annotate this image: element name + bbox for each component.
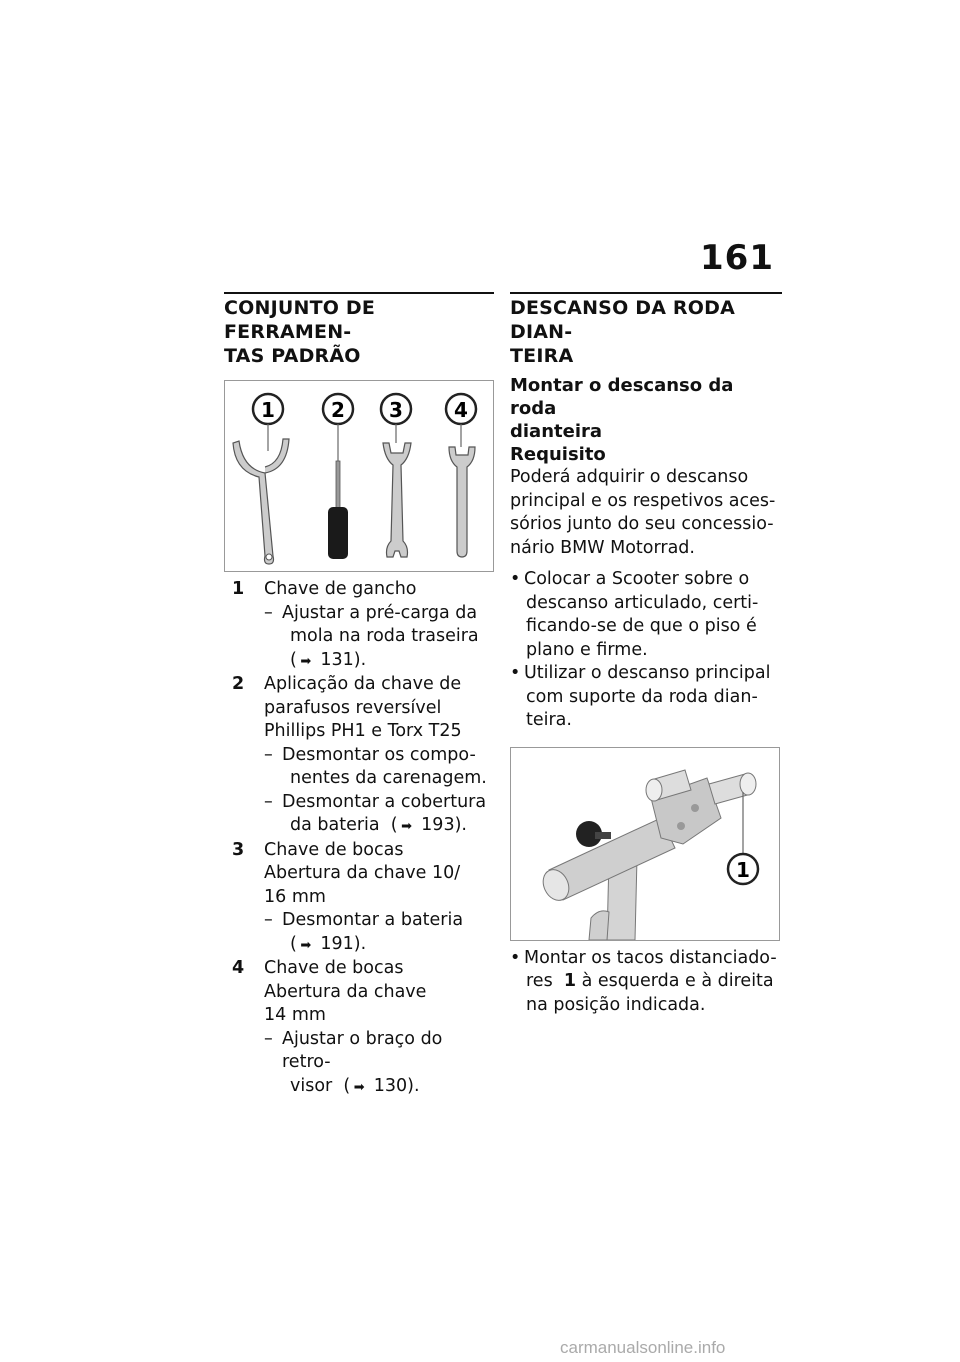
action-ref-line: visor ( ➡ 130). [282,1075,494,1100]
dash-marker: – [264,1028,273,1049]
action-ref-line: da bateria ( ➡ 193). [282,814,494,839]
page-reference[interactable]: 130). [373,1075,420,1096]
bullet-marker: • [510,663,521,683]
bullet-line: Montar os tacos distanciado- [524,947,777,968]
requirement-text [510,466,782,560]
item-title: Chave de bocas [264,958,404,978]
bullet-line: Colocar a Scooter sobre o [524,569,750,589]
dash-marker: – [264,744,273,765]
subheading-line: Montar o descanso da roda [510,375,734,419]
stand-tube-graphic [538,818,675,905]
bullet-item [510,947,782,1018]
item-title: Chave de bocas [264,839,404,860]
action-ref-line: ( ➡ 131). [282,649,494,674]
item-number: 4 [232,958,245,978]
bullet-line: descanso articulado, certi- [526,592,759,613]
item-title: Aplicação da chave de [264,674,462,694]
action-item [264,791,494,839]
bullet-line: plano e firme. [526,639,648,660]
bullet-line: Utilizar o descanso principal [524,663,771,683]
bullet-item [510,568,782,662]
dash-marker: – [264,910,273,930]
tools-list [224,578,494,1099]
page-reference[interactable]: 191). [320,933,367,954]
item-number: 3 [232,839,245,860]
figure-label-2: 2 [331,398,345,422]
requirement-label: Requisito [510,444,606,465]
dash-marker: – [264,602,273,623]
figure-label-3: 3 [389,398,403,422]
right-column [510,296,782,1017]
subheading [510,374,782,443]
text-line: nário BMW Motorrad. [510,537,695,558]
item-number: 2 [232,674,245,694]
action-line: nentes da carenagem. [290,768,487,788]
bullet-list [510,568,782,733]
figure-label-1: 1 [261,398,275,422]
action-line: Desmontar a cobertura [282,791,487,812]
ref-arrow-icon: ➡ [300,937,312,953]
list-item [224,578,494,673]
item-detail: 14 mm [264,1005,326,1025]
section-heading-stand [510,296,782,368]
figure-label-4: 4 [454,398,468,422]
item-number: 1 [232,579,245,599]
action-item [264,744,494,791]
bullet-item [510,662,782,733]
bullet-line: ficando-se de que o piso é [526,616,757,636]
text-line: Poderá adquirir o descanso [510,467,749,487]
ref-arrow-icon: ➡ [401,819,413,834]
action-ref-line: ( ➡ 191). [282,933,494,958]
item-detail: Phillips PH1 e Torx T25 [264,721,462,741]
text-line: principal e os respetivos aces- [510,490,776,511]
watermark: carmanualsonline.info [560,1338,726,1357]
left-column [224,296,494,1099]
item-detail: Abertura da chave [264,981,427,1002]
page-reference[interactable]: 131). [320,649,367,670]
bullet-marker: • [510,569,521,589]
ref-arrow-icon: ➡ [353,1079,365,1095]
page-number: 161 [700,238,774,278]
subheading-line: dianteira [510,421,603,442]
figure-label-1: 1 [736,857,750,882]
action-line: Ajustar o braço do retro- [282,1028,443,1072]
item-detail: Abertura da chave 10/ [264,863,461,883]
action-line: da bateria [290,815,380,835]
hook-wrench-graphic [233,439,289,564]
bullet-marker: • [510,947,521,968]
ref-arrow-icon: ➡ [300,653,312,669]
knob-graphic [576,821,611,847]
screwdriver-graphic [328,461,348,559]
tools-illustration [225,381,493,571]
left-heading-rule [224,292,494,294]
list-item [224,957,494,1099]
heading-line: DESCANSO DA RODA DIAN- [510,297,735,343]
list-item [224,839,494,958]
action-line: Desmontar os compo- [282,744,476,765]
tools-figure [224,380,494,572]
action-line: visor [290,1075,333,1096]
bullet-line [524,970,782,994]
action-line: mola na roda traseira [290,626,479,646]
stand-illustration [511,748,779,940]
action-item [264,602,494,674]
action-line: Ajustar a pré-carga da [282,602,478,623]
heading-line: TEIRA [510,345,574,367]
right-heading-rule [510,292,782,294]
heading-line: CONJUNTO DE FERRAMEN- [224,297,376,343]
bullet-line: na posição indicada. [526,994,706,1015]
action-line: Desmontar a bateria [282,910,464,930]
bullet-line: com suporte da roda dian- [526,686,758,707]
page-reference[interactable]: 193). [421,815,467,835]
list-item [224,673,494,839]
item-detail: parafusos reversível [264,697,442,718]
heading-line: TAS PADRÃO [224,345,361,367]
action-item [264,909,494,957]
action-item [264,1028,494,1100]
stand-figure [510,747,780,941]
item-detail: 16 mm [264,886,326,907]
open-wrench-14-graphic [449,447,475,557]
bullet-text: res [526,971,553,991]
dash-marker: – [264,791,273,812]
section-heading-tools [224,296,494,368]
text-line: sórios junto do seu concessio- [510,514,774,534]
bullet-text: à esquerda e à direita [581,971,774,991]
open-wrench-10-16-graphic [383,443,411,557]
item-title: Chave de gancho [264,579,417,599]
bullet-line: teira. [526,710,572,730]
part-reference: 1 [563,971,577,991]
